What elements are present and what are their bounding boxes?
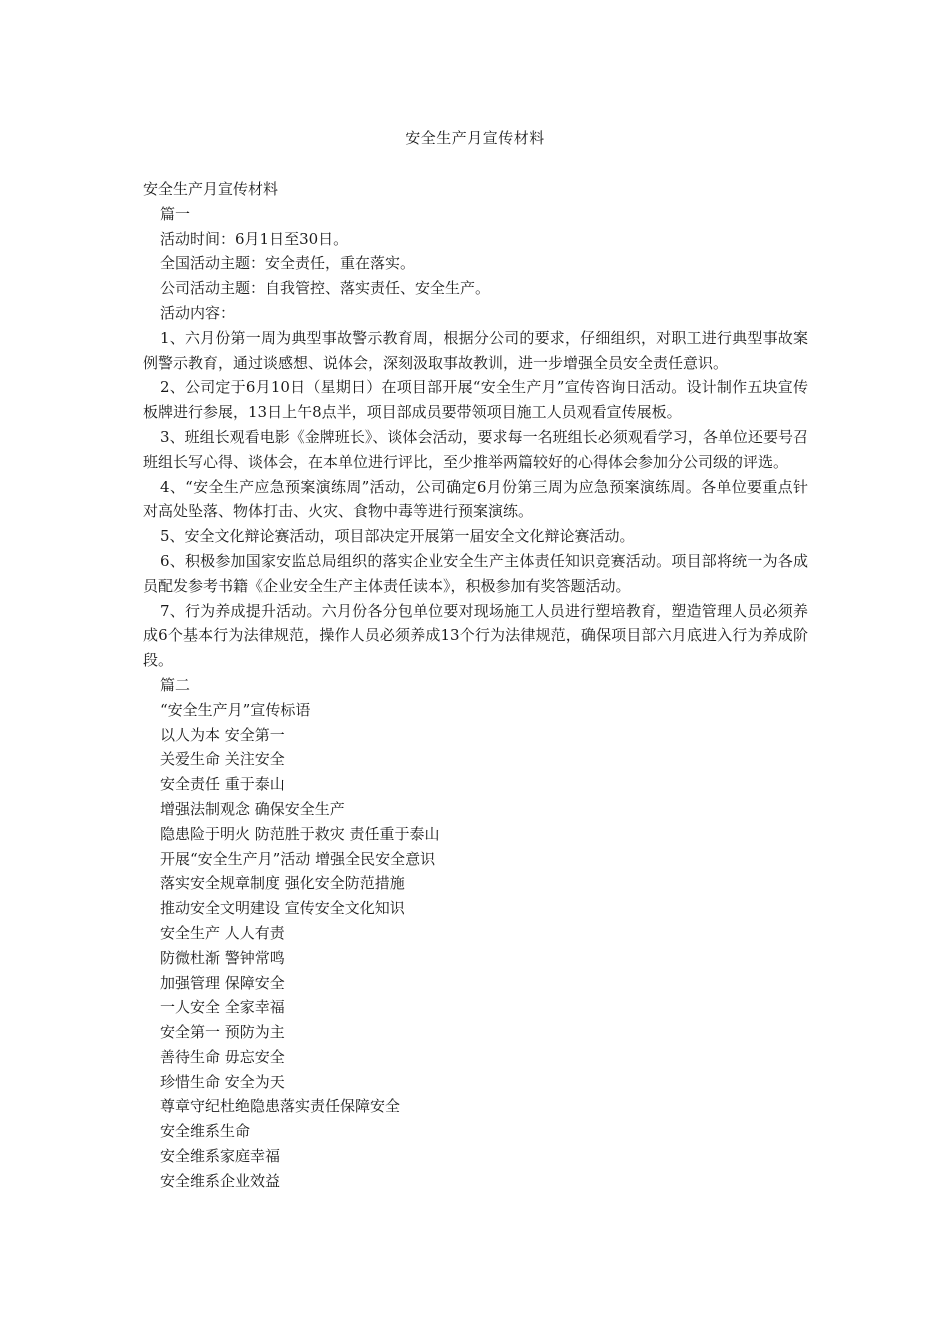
document-title: 安全生产月宣传材料 — [405, 129, 545, 147]
slogan-line: 增强法制观念 确保安全生产 — [160, 799, 345, 818]
activity-item: 3、班组长观看电影《金牌班长》、谈体会活动，要求每一名班组长必须观看学习，各单位还要号召班组长写心得、谈体会，在本单位进行评比，至少推举两篇较好的心得体会参加分公司级的评选。 — [143, 427, 808, 471]
slogan-line: 一人安全 全家幸福 — [160, 998, 285, 1017]
company-theme: 公司活动主题：自我管控、落实责任、安全生产。 — [160, 279, 491, 298]
slogan-heading: “安全生产月”宣传标语 — [160, 700, 311, 719]
slogan-line: 安全维系企业效益 — [160, 1171, 281, 1190]
slogan-line: 安全第一 预防为主 — [160, 1023, 285, 1042]
document-body — [143, 177, 808, 1194]
slogan-line: 加强管理 保障安全 — [160, 973, 285, 992]
activity-item: 4、“安全生产应急预案演练周”活动，公司确定6月份第三周为应急预案演练周。各单位要重点针对高处坠落、物体打击、火灾、食物中毒等进行预案演练。 — [143, 477, 808, 521]
activity-item: 6、积极参加国家安监总局组织的落实企业安全生产主体责任知识竞赛活动。项目部将统一为各成员配发参考书籍《企业安全生产主体责任读本》，积极参加有奖答题活动。 — [143, 551, 808, 595]
slogan-line: 开展“安全生产月”活动 增强全民安全意识 — [160, 849, 436, 868]
slogan-line: 以人为本 安全第一 — [160, 725, 285, 744]
slogan-line: 安全维系家庭幸福 — [160, 1147, 281, 1166]
activity-item: 2、公司定于6月10日（星期日）在项目部开展“安全生产月”宣传咨询日活动。设计制作五块宣传板牌进行参展，13日上午8点半，项目部成员要带领项目施工人员观看宣传展板。 — [143, 378, 808, 422]
slogan-line: 安全生产 人人有责 — [160, 923, 285, 942]
slogan-line: 关爱生命 关注安全 — [160, 750, 285, 769]
activity-content-label: 活动内容： — [160, 303, 236, 322]
slogan-line: 隐患险于明火 防范胜于救灾 责任重于泰山 — [160, 824, 440, 843]
activity-item: 5、安全文化辩论赛活动，项目部决定开展第一届安全文化辩论赛活动。 — [160, 527, 635, 546]
slogan-line: 安全维系生命 — [160, 1122, 251, 1141]
activity-item: 7、行为养成提升活动。六月份各分包单位要对现场施工人员进行塑培教育，塑造管理人员必须养成6个基本行为法律规范，操作人员必须养成13个行为法律规范，确保项目部六月底进入行为养成阶段。 — [143, 601, 808, 670]
activity-item: 1、六月份第一周为典型事故警示教育周，根据分公司的要求，仔细组织，对职工进行典型事故案例警示教育，通过谈感想、说体会，深刻汲取事故教训，进一步增强全员安全责任意识。 — [143, 328, 808, 372]
part-two-heading: 篇二 — [160, 675, 191, 694]
activity-time: 活动时间：6月1日至30日。 — [160, 229, 349, 248]
document-subtitle: 安全生产月宣传材料 — [143, 180, 279, 198]
slogan-line: 防微杜渐 警钟常鸣 — [160, 948, 285, 967]
slogan-line: 推动安全文明建设 宣传安全文化知识 — [160, 899, 405, 918]
slogan-line: 落实安全规章制度 强化安全防范措施 — [160, 874, 405, 893]
slogan-line: 珍惜生命 安全为天 — [160, 1072, 285, 1091]
national-theme: 全国活动主题：安全责任，重在落实。 — [160, 254, 416, 273]
slogan-line: 安全责任 重于泰山 — [160, 775, 285, 794]
slogan-line: 尊章守纪杜绝隐患落实责任保障安全 — [160, 1097, 401, 1116]
slogan-line: 善待生命 毋忘安全 — [160, 1047, 285, 1066]
part-one-heading: 篇一 — [160, 204, 191, 223]
